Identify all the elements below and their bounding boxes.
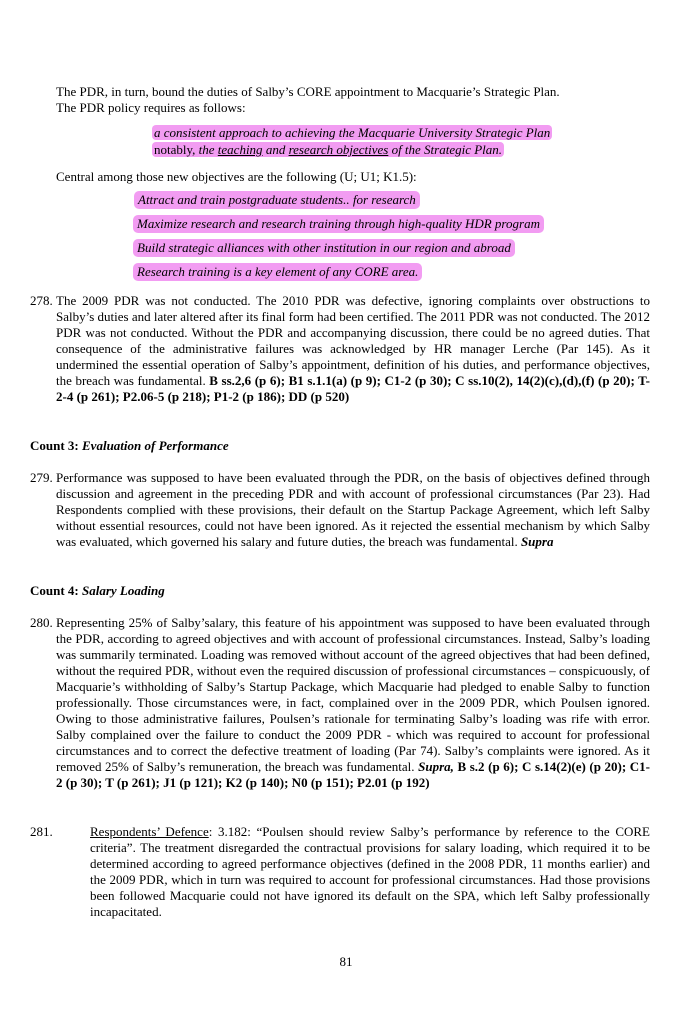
pdr-policy-quote bbox=[152, 124, 592, 158]
intro-paragraph bbox=[56, 84, 656, 116]
quote-end: of the Strategic Plan. bbox=[388, 142, 503, 157]
intro-line-2: The PDR policy requires as follows: bbox=[56, 100, 246, 115]
respondents-defence-label: Respondents’ Defence bbox=[90, 824, 209, 839]
page-number: 81 bbox=[339, 954, 353, 969]
paragraph-number: 278. bbox=[30, 293, 53, 308]
paragraph-281 bbox=[30, 824, 650, 920]
paragraph-279 bbox=[30, 470, 650, 550]
quote-research-objectives: research objectives bbox=[288, 142, 389, 157]
paragraph-references: B ss.2,6 (p 6); B1 s.1.1(a) (p 9); C1-2 (p 30); C ss.10(2), 14(2)(c),(d),(f) (p 20); T-2-4 (p 261); P2.06-5 (p 218); P1-2 (p 186); DD (p 520) bbox=[56, 373, 650, 404]
paragraph-280 bbox=[30, 615, 650, 791]
quote-and: and bbox=[262, 142, 289, 157]
quote-line-2 bbox=[152, 142, 504, 157]
objective-4: Research training is a key element of any CORE area. bbox=[133, 263, 422, 281]
central-objectives-intro bbox=[56, 169, 656, 185]
objective-3: Build strategic alliances with other institution in our region and abroad bbox=[133, 239, 515, 257]
paragraph-body bbox=[56, 470, 650, 550]
objective-1: Attract and train postgraduate students.. for research bbox=[134, 191, 420, 209]
paragraph-278 bbox=[30, 293, 650, 405]
central-text: Central among those new objectives are the following (U; U1; K1.5): bbox=[56, 169, 417, 184]
quote-teaching: teaching bbox=[217, 142, 263, 157]
count-3-title: Evaluation of Performance bbox=[82, 438, 229, 453]
paragraph-text: The 2009 PDR was not conducted. The 2010 PDR was defective, ignoring complaints over obstructions to Salby’s duties and later altered after its final form had been certified. The 2011 PDR was not conducted. The 2012 PDR was not conducted. Without the PDR and accompanying discussion, there could be no agreed duties. That consequence of the administrative failures was acknowledged by HR manager Lerche (Par 145). As it undermined the essential operation of Salby’s appointment, definition of his duties, and performance objectives, the breach was fundamental. bbox=[56, 293, 650, 388]
count-3-heading bbox=[30, 438, 229, 454]
count-3-label: Count 3: bbox=[30, 438, 83, 453]
paragraph-body bbox=[56, 293, 650, 405]
intro-line-1: The PDR, in turn, bound the duties of Salby’s CORE appointment to Macquarie’s Strategic Plan. bbox=[56, 84, 560, 99]
count-4-label: Count 4: bbox=[30, 583, 83, 598]
paragraph-text: Representing 25% of Salby’salary, this feature of his appointment was supposed to have been evaluated through the PDR, according to agreed objectives and with account of professional circumstances. Instead, Salby’s loading was summarily terminated. Loading was removed without account of the agreed objectives that had been defined, without the required PDR, without even the required discussion of professional circumstances – conspicuously, of Macquarie’s withholding of Salby’s Startup Package, which Macquarie had pledged to enable Salby to function professionally. Those circumstances were, in fact, complained over in the 2009 PDR, which Poulsen ignored. Owing to those administrative failures, Poulsen’s rationale for terminating Salby’s loading was rife with error. Salby complained over the failure to conduct the 2009 PDR - which was required to account for professional circumstances and to correct the defective treatment of loading (Par 74). Salby’s complaints were ignored. As it removed 25% of Salby’s remuneration, the breach was fundamental. bbox=[56, 615, 650, 774]
objective-2: Maximize research and research training through high-quality HDR program bbox=[133, 215, 544, 233]
paragraph-number: 279. bbox=[30, 470, 53, 485]
paragraph-references: B s.2 (p 6); C s.14(2)(e) (p 20); C1-2 (p 30); T (p 261); J1 (p 121); K2 (p 140); N0 (p 151); P2.01 (p 192) bbox=[56, 759, 650, 790]
paragraph-number: 281. bbox=[30, 824, 53, 839]
quote-notably: notably, bbox=[154, 142, 199, 157]
supra-reference: Supra bbox=[520, 534, 554, 549]
quote-line-1: a consistent approach to achieving the Macquarie University Strategic Plan bbox=[154, 125, 551, 140]
count-4-title: Salary Loading bbox=[82, 583, 165, 598]
supra-reference: Supra, bbox=[418, 759, 454, 774]
paragraph-body bbox=[90, 824, 650, 920]
paragraph-body bbox=[56, 615, 650, 791]
quote-the: the bbox=[198, 142, 218, 157]
paragraph-number: 280. bbox=[30, 615, 53, 630]
count-4-heading bbox=[30, 583, 165, 599]
paragraph-text: : 3.182: “Poulsen should review Salby’s performance by reference to the CORE criteria”. The treatment disregarded the contractual provisions for salary loading, which required it to be determined according to agreed performance objectives (defined in the 2008 PDR, 11 months earlier) and the 2009 PDR, which in turn was required to account for professional circumstances. Had those provisions been followed Macquarie could not have ignored its default on the SPA, which left Salby professionally incapacitated. bbox=[90, 824, 650, 919]
paragraph-text: Performance was supposed to have been evaluated through the PDR, on the basis of objectives defined through discussion and agreement in the preceding PDR and with account of professional circumstances (Par 23). Had Respondents complied with these provisions, their default on the Startup Package Agreement, which left Salby without essential resources, could not have been ignored. As it rejected the essential mechanism by which Salby was evaluated, which governed his salary and future duties, the breach was fundamental. bbox=[56, 470, 650, 549]
